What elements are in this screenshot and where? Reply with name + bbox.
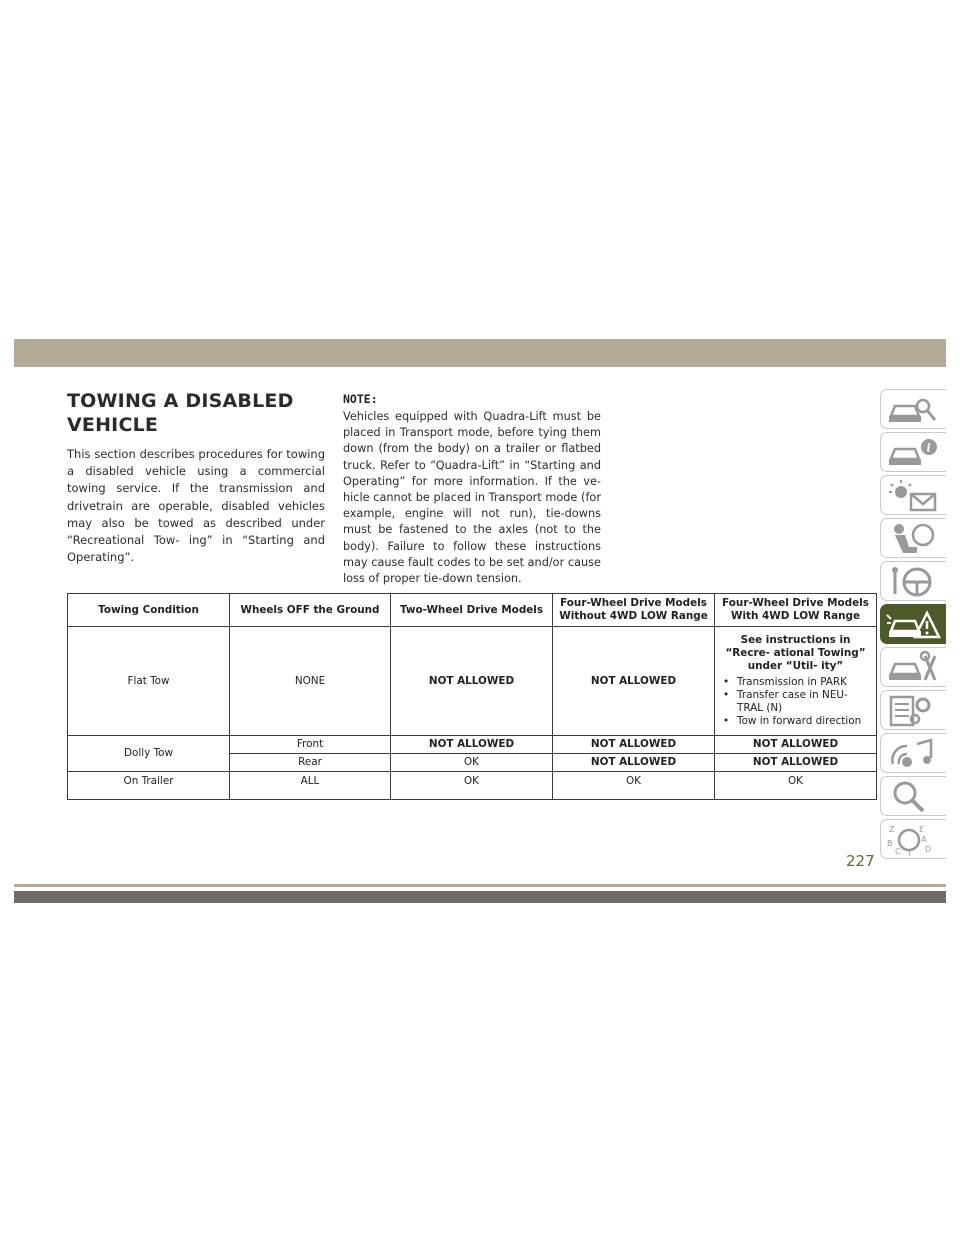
tab-getting-to-know-instrument-panel[interactable] — [880, 432, 946, 472]
towing-table — [67, 593, 877, 800]
svg-text:i: i — [926, 441, 931, 455]
cell-wheels: Rear — [230, 754, 391, 772]
search-index-icon — [885, 779, 941, 815]
tab-index[interactable] — [880, 819, 946, 859]
table-row-on-trailer — [68, 772, 877, 800]
cell-4wd-low — [715, 627, 877, 736]
cell-two-wd: OK — [391, 772, 553, 800]
tab-in-case-of-emergency[interactable] — [880, 604, 946, 644]
cell-two-wd: NOT ALLOWED — [391, 627, 553, 736]
note-label: NOTE: — [343, 392, 378, 406]
cell-4wd-low: OK — [715, 772, 877, 800]
svg-text:A: A — [921, 835, 927, 844]
svg-text:T: T — [907, 849, 912, 858]
language-index-icon — [885, 822, 941, 858]
list-item: • Transfer case in NEU- TRAL (N) — [721, 689, 870, 715]
car-emergency-icon — [885, 607, 941, 643]
tab-getting-to-know-vehicle[interactable] — [880, 389, 946, 429]
footer-rule-thin — [14, 884, 946, 887]
cell-4wd-no-low: NOT ALLOWED — [553, 754, 715, 772]
table-header-row — [68, 594, 877, 627]
cell-4wd-low: NOT ALLOWED — [715, 736, 877, 754]
car-inspect-icon — [885, 392, 941, 428]
svg-text:Z: Z — [889, 825, 895, 834]
seat-airbag-icon — [885, 521, 941, 557]
cell-condition: On Trailer — [68, 772, 230, 800]
svg-text:D: D — [925, 845, 932, 854]
steering-key-icon — [885, 564, 941, 600]
tab-multimedia-driving[interactable] — [880, 561, 946, 601]
tab-multimedia[interactable] — [880, 733, 946, 773]
list-item: • Transmission in PARK — [721, 676, 870, 689]
cell-4wd-no-low: OK — [553, 772, 715, 800]
cell-wheels: ALL — [230, 772, 391, 800]
tab-safety[interactable] — [880, 475, 946, 515]
warning-lights-message-icon — [885, 478, 941, 514]
header-4wd-with-low: Four-Wheel Drive Models With 4WD LOW Range — [715, 594, 877, 627]
cell-condition: Flat Tow — [68, 627, 230, 736]
tab-customer-assistance[interactable] — [880, 776, 946, 816]
footer-rule-thick — [14, 891, 946, 903]
svg-text:B: B — [887, 839, 893, 848]
header-4wd-without-low: Four-Wheel Drive Models Without 4WD LOW Range — [553, 594, 715, 627]
header-two-wheel-drive: Two-Wheel Drive Models — [391, 594, 553, 627]
header-towing-condition: Towing Condition — [68, 594, 230, 627]
specifications-icon — [885, 693, 941, 729]
header-wheels-off: Wheels OFF the Ground — [230, 594, 391, 627]
note-text: Vehicles equipped with Quadra-Lift must be placed in Transport mode, before tying them down (from the body) on a trailer or flatbed truck. Refer to “Quadra-Lift” in “Starting and Operating” for more information. If the ve- hicle cannot be placed in Transport mode (for example, engine will not run), tie-downs must be fastened to the axles (not to the body). Failure to follow these instructions may cause fault codes to be set and/or cause loss of proper tie-down tension. — [343, 410, 601, 586]
car-service-icon — [885, 650, 941, 686]
recreational-towing-reference: See instructions in “Recre- ational Towing” under “Util- ity” — [725, 634, 866, 672]
svg-text:C: C — [895, 847, 901, 856]
cell-4wd-no-low: NOT ALLOWED — [553, 627, 715, 736]
multimedia-icon — [885, 736, 941, 772]
table-row-dolly-front — [68, 736, 877, 754]
cell-two-wd: NOT ALLOWED — [391, 736, 553, 754]
page-number: 227 — [846, 852, 875, 870]
table-row-flat-tow — [68, 627, 877, 736]
intro-paragraph: This section describes procedures for towing a disabled vehicle using a commercial towing service. If the transmission and drivetrain are operable, disabled vehicles may also be towed as described under “Recreational Tow- ing” in “Starting and Operating”. — [67, 447, 325, 565]
cell-two-wd: OK — [391, 754, 553, 772]
car-info-icon — [885, 435, 941, 471]
header-band — [14, 339, 946, 367]
cell-4wd-no-low: NOT ALLOWED — [553, 736, 715, 754]
tab-technical-specifications[interactable] — [880, 690, 946, 730]
cell-wheels: NONE — [230, 627, 391, 736]
svg-text:E: E — [919, 825, 925, 834]
cell-wheels: Front — [230, 736, 391, 754]
tab-servicing-and-maintenance[interactable] — [880, 647, 946, 687]
section-title: TOWING A DISABLED VEHICLE — [67, 390, 294, 436]
flat-tow-instructions — [721, 676, 870, 728]
cell-4wd-low: NOT ALLOWED — [715, 754, 877, 772]
tab-starting-and-operating[interactable] — [880, 518, 946, 558]
list-item: • Tow in forward direction — [721, 715, 870, 728]
cell-condition: Dolly Tow — [68, 736, 230, 772]
